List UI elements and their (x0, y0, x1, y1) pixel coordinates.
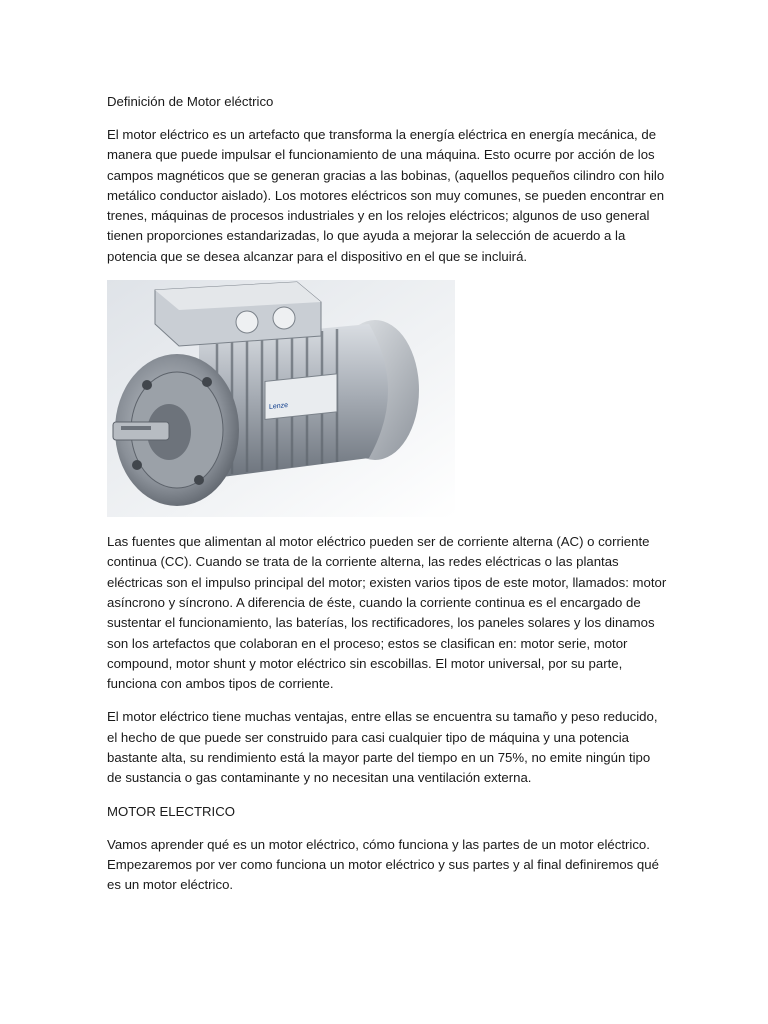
document-page (107, 92, 667, 909)
paragraph-power-sources: Las fuentes que alimentan al motor eléctrico pueden ser de corriente alterna (AC) o corriente continua (CC). Cuando se trata de la corriente alterna, las redes eléctricas o las plantas eléctricas son el impulso principal del motor; existen varios tipos de este motor, llamados: motor asíncrono y síncrono. A diferencia de éste, cuando la corriente continua es el encargado de sustentar el funcionamiento, las baterías, los rectificadores, los paneles solares y los dinamos son los artefactos que colaboran en el proceso; estos se clasifican en: motor serie, motor compound, motor shunt y motor eléctrico sin escobillas. El motor universal, por su parte, funciona con ambos tipos de corriente. (107, 534, 667, 692)
paragraph-definition: El motor eléctrico es un artefacto que transforma la energía eléctrica en energía mecánica, de manera que puede impulsar el funcionamiento de una máquina. Esto ocurre por acción de los campos magnéticos que se generan gracias a las bobinas, (aquellos pequeños cilindro con hilo metálico conductor aislado). Los motores eléctricos son muy comunes, se pueden encontrar en trenes, máquinas de procesos industriales y en los relojes eléctricos; algunos de uso general tienen proporciones estandarizadas, lo que ayuda a mejorar la selección de acuerdo a la potencia que se desea alcanzar para el dispositivo en el que se incluirá. (107, 127, 665, 264)
electric-motor-image (107, 280, 455, 517)
svg-text:Lenze: Lenze (269, 402, 289, 412)
paragraph-intro: Vamos aprender qué es un motor eléctrico, cómo funciona y las partes de un motor eléctrico. Empezaremos por ver como funciona un motor eléctrico y sus partes y al final definiremos qué es un motor eléctrico. (107, 836, 659, 893)
document-title: Definición de Motor eléctrico (107, 94, 274, 109)
paragraph-advantages: El motor eléctrico tiene muchas ventajas, entre ellas se encuentra su tamaño y peso reducido, el hecho de que puede ser construido para casi cualquier tipo de máquina y una potencia bastante alta, su rendimiento está la mayor parte del tiempo en un 75%, no emite ningún tipo de sustancia o gas contaminante y no necesitan una ventilación externa. (107, 709, 658, 786)
section-subheading: MOTOR ELECTRICO (107, 803, 235, 819)
